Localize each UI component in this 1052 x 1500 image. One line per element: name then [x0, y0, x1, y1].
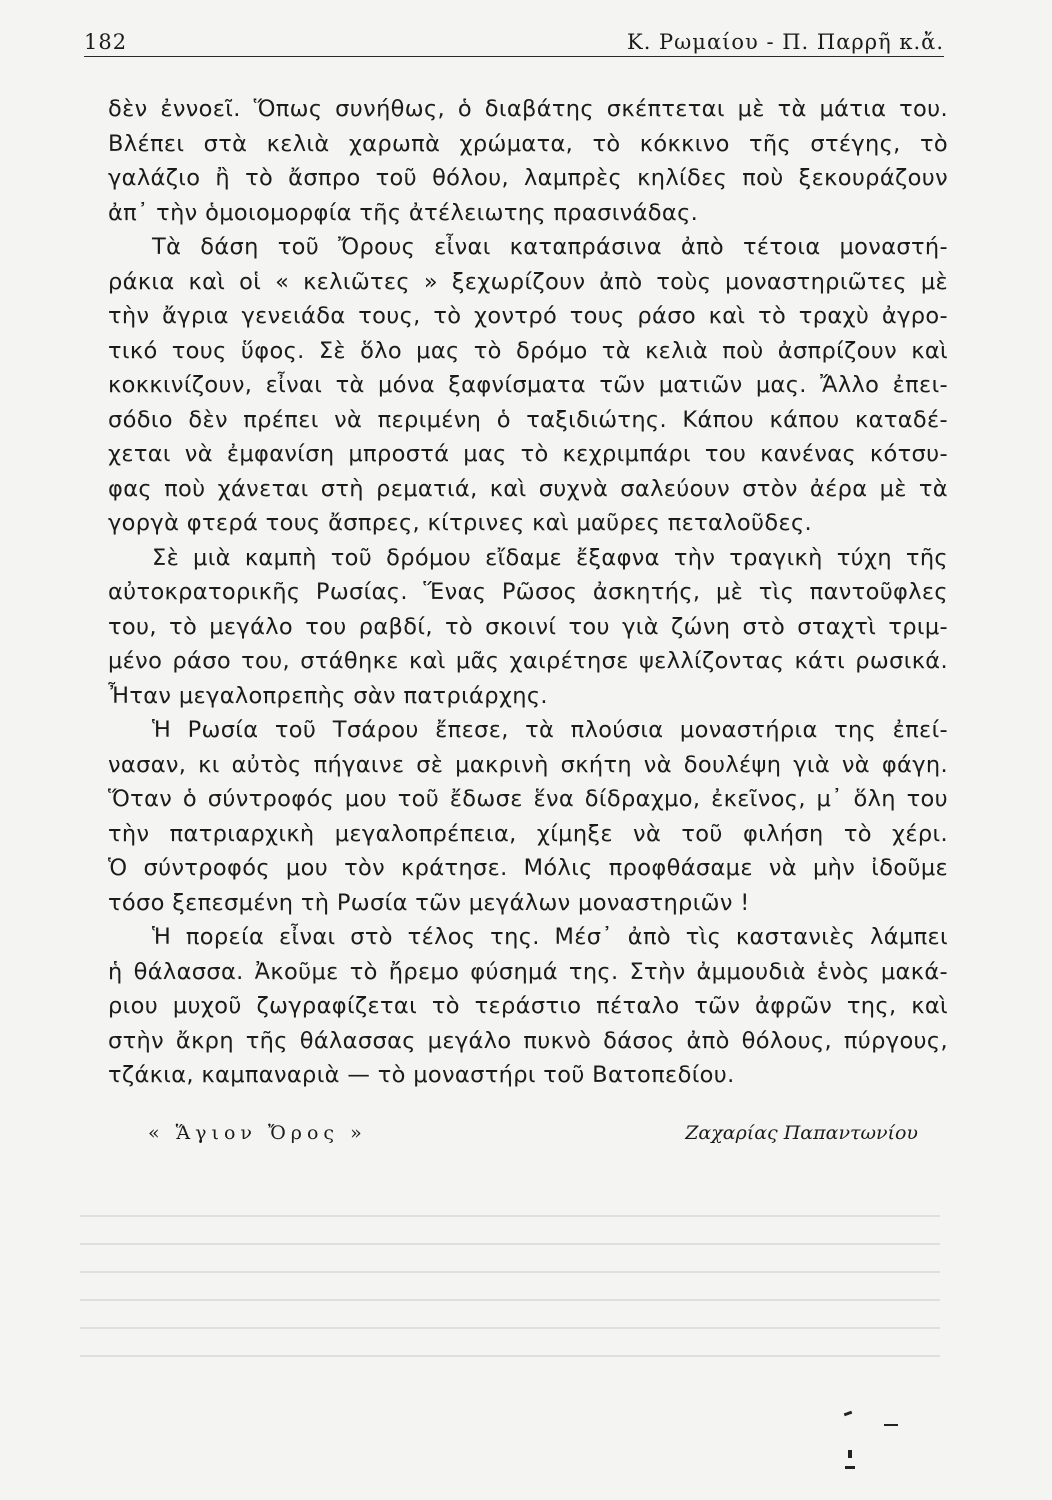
text-line: γοργὰ φτερά τους ἄσπρες, κίτρινες καὶ μαῦρες πεταλοῦδες. [108, 510, 813, 536]
text-line: γαλάζιο ἢ τὸ ἄσπρο τοῦ θόλου, λαμπρὲς κηλίδες ποὺ ξεκουράζουν [108, 165, 948, 191]
ink-speck [845, 1466, 855, 1469]
text-line: ἡ θάλασσα. Ἀκοῦμε τὸ ἤρεμο φύσημά της. Στὴν ἀμμουδιὰ ἑνὸς μακά- [108, 958, 948, 985]
bleed-through-texture [80, 1215, 940, 1385]
text-line: τὴν πατριαρχικὴ μεγαλοπρέπεια, χίμηξε νὰ τοῦ φιλήση τὸ χέρι. [108, 820, 948, 847]
source-citation: « Ἅγιον Ὄρος » [148, 1122, 367, 1144]
signature-row [148, 1122, 918, 1154]
text-line: Ὅταν ὁ σύντροφός μου τοῦ ἔδωσε ἕνα δίδραχμο, ἐκεῖνος, μ᾿ ὅλη του [108, 786, 948, 812]
text-line: στὴν ἄκρη τῆς θάλασσας μεγάλο πυκνὸ δάσος ἀπὸ θόλους, πύργους, [108, 1027, 948, 1054]
text-line: νασαν, κι αὐτὸς πήγαινε σὲ μακρινὴ σκήτη νὰ δουλέψη γιὰ νὰ φάγη. [108, 751, 948, 778]
text-line: τόσο ξεπεσμένη τὴ Ρωσία τῶν μεγάλων μοναστηριῶν ! [108, 889, 750, 916]
text-line: ἀπ᾿ τὴν ὁμοιομορφία τῆς ἀτέλειωτης πρασινάδας. [108, 199, 699, 226]
ink-speck [848, 1450, 852, 1458]
text-line: Σὲ μιὰ καμπὴ τοῦ δρόμου εἴδαμε ἔξαφνα τὴν τραγικὴ τύχη τῆς [152, 544, 948, 571]
text-line: ριου μυχοῦ ζωγραφίζεται τὸ τεράστιο πέταλο τῶν ἀφρῶν της, καὶ [108, 993, 948, 1019]
text-line: Τὰ δάση τοῦ Ὄρους εἶναι καταπράσινα ἀπὸ τέτοια μοναστή- [152, 234, 948, 260]
ink-speck [884, 1424, 898, 1426]
header-rule [84, 56, 944, 57]
text-line: κοκκινίζουν, εἶναι τὰ μόνα ξαφνίσματα τῶν ματιῶν μας. Ἄλλο ἐπει- [108, 372, 948, 398]
ink-speck [844, 1411, 853, 1417]
text-line: τζάκια, καμπαναριὰ — τὸ μοναστήρι τοῦ Βατοπεδίου. [108, 1062, 735, 1088]
text-line: του, τὸ μεγάλο του ραβδί, τὸ σκοινί του γιὰ ζώνη στὸ σταχτὶ τριμ- [108, 613, 948, 640]
text-line: τικό τους ὕφος. Σὲ ὅλο μας τὸ δρόμο τὰ κελιὰ ποὺ ἀσπρίζουν καὶ [108, 337, 948, 364]
text-line: Ἡ πορεία εἶναι στὸ τέλος της. Μέσ᾿ ἀπὸ τὶς καστανιὲς λάμπει [152, 924, 948, 950]
text-line: τὴν ἄγρια γενειάδα τους, τὸ χοντρό τους ράσο καὶ τὸ τραχὺ ἀγρο- [108, 303, 948, 329]
text-line: ράκια καὶ οἱ « κελιῶτες » ξεχωρίζουν ἀπὸ τοὺς μοναστηριῶτες μὲ [108, 268, 948, 295]
text-line: Ἦταν μεγαλοπρεπὴς σὰν πατριάρχης. [108, 682, 548, 709]
author-signature: Ζαχαρίας Παπαντωνίου [685, 1122, 918, 1144]
text-line: φας ποὺ χάνεται στὴ ρεματιά, καὶ συχνὰ σαλεύουν στὸν ἀέρα μὲ τὰ [108, 475, 948, 502]
text-line: σόδιο δὲν πρέπει νὰ περιμένη ὁ ταξιδιώτης. Κάπου κάπου καταδέ- [108, 406, 948, 433]
text-line: δὲν ἐννοεῖ. Ὅπως συνήθως, ὁ διαβάτης σκέπτεται μὲ τὰ μάτια του. [108, 96, 948, 122]
text-line: Ὁ σύντροφός μου τὸν κράτησε. Μόλις προφθάσαμε νὰ μὴν ἰδοῦμε [108, 855, 948, 881]
text-line: αὐτοκρατορικῆς Ρωσίας. Ἕνας Ρῶσος ἀσκητής, μὲ τὶς παντοῦφλες [108, 579, 948, 605]
text-line: Βλέπει στὰ κελιὰ χαρωπὰ χρώματα, τὸ κόκκινο τῆς στέγης, τὸ [108, 130, 948, 157]
text-line: Ἡ Ρωσία τοῦ Τσάρου ἔπεσε, τὰ πλούσια μοναστήρια της ἐπεί- [152, 717, 948, 743]
text-line: μένο ράσο του, στάθηκε καὶ μᾶς χαιρέτησε ψελλίζοντας κάτι ρωσικά. [108, 648, 948, 674]
running-title: Κ. Ρωμαίου - Π. Παρρῆ κ.ἄ. [627, 30, 944, 54]
page-number: 182 [84, 30, 128, 54]
text-line: χεται νὰ ἐμφανίση μπροστά μας τὸ κεχριμπάρι του κανένας κότσυ- [108, 441, 948, 467]
body-text [108, 92, 948, 1093]
